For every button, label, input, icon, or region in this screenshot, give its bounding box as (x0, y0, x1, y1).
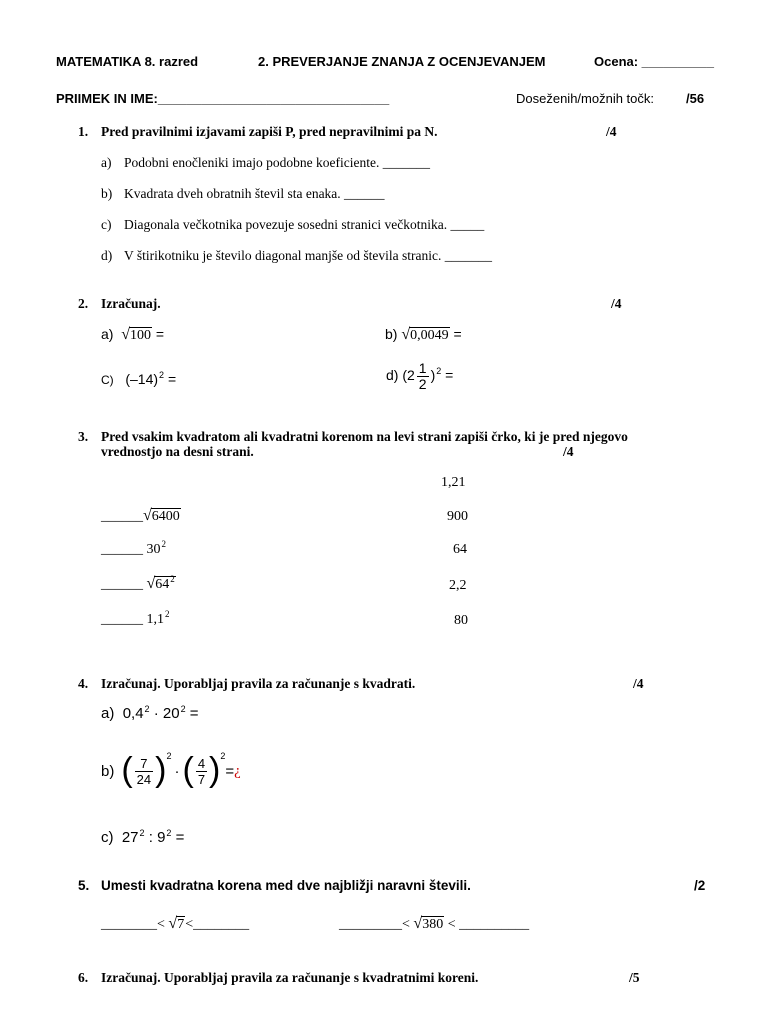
q4-a-base1: 0,4 (122, 705, 144, 722)
q4-c-exp1: 2 (139, 828, 145, 838)
q2-d-fraction (417, 361, 429, 392)
q2-d-close: ) (430, 367, 436, 384)
q2-a-sqrt: √100 (121, 326, 152, 343)
q3-text-line1: Pred vsakim kvadratom ali kvadratni korenom na levi strani zapiši črko, ki je pred njegovo (101, 429, 628, 444)
q4-b-den1: 24 (136, 772, 152, 787)
q4-text: Izračunaj. Uporabljaj pravila za računanje s kvadrati. (101, 676, 416, 691)
q3-row-3-sqrt: $√64^2$ (146, 574, 175, 592)
points-total: /56 (686, 91, 705, 106)
q4-b-dot: · (174, 763, 180, 780)
q3-row-1 (101, 507, 181, 525)
q5-sqrt-7: √7 (168, 915, 185, 932)
q2-c-base: (–14) (125, 371, 159, 387)
q4-c-label: c) (101, 829, 114, 846)
q1-item-a-label: a) (101, 155, 112, 170)
q4-b-fraction2 (196, 756, 207, 787)
q1-item-d-label: d) (101, 248, 113, 263)
q4-c (101, 829, 184, 846)
q4-c-base2: 9 (157, 829, 166, 846)
q1-item-d-text: V štirikotniku je število diagonal manjše od števila stranic. _______ (124, 248, 492, 263)
q4-b-rparen1: ) (155, 751, 167, 789)
q3-row-3 (101, 575, 176, 593)
q3-value-1: 1,21 (441, 475, 466, 490)
q3-row-1-sqrt: √6400 (143, 507, 180, 524)
q4-c-exp2: 2 (166, 828, 172, 838)
q2-b-sqrt: √0,0049 (401, 326, 449, 343)
q4-a-exp1: 2 (144, 704, 150, 714)
q4-b-lparen2: ( (182, 751, 194, 789)
q2-d-num: 1 (418, 360, 427, 376)
q2-b (385, 326, 462, 344)
q4-a (101, 705, 199, 722)
q4-b-exp1: 2 (166, 750, 172, 761)
q1-text: Pred pravilnimi izjavami zapiši P, pred nepravilnimi pa N. (101, 124, 438, 139)
q2-number: 2. (78, 296, 89, 311)
q3-row-1-blank: ______ (101, 509, 143, 524)
q2-d (386, 361, 453, 392)
q5-mid-blank: <________ (185, 917, 250, 932)
q4-b-num1: 7 (135, 756, 153, 772)
q4-b-exp2: 2 (220, 750, 226, 761)
q4-b-eq: = (225, 763, 235, 780)
q1-number: 1. (78, 124, 89, 139)
q2-a (101, 326, 164, 344)
q3-value-4: 2,2 (449, 578, 467, 593)
points-label: Doseženih/možnih točk: (516, 91, 655, 106)
q3-row-4-base: 1,1 (146, 612, 164, 627)
q2-a-eq: = (155, 326, 165, 342)
q1-item-b-label: b) (101, 186, 113, 201)
q1-item-a-text: Podobni enočleniki imajo podobne koeficiente. _______ (124, 155, 430, 170)
q5-sqrt-380: √380 (413, 915, 444, 932)
q2-d-exp: 2 (436, 366, 442, 377)
subject-label: MATEMATIKA 8. razred (56, 54, 199, 69)
q4-b-fraction1 (135, 756, 153, 787)
q5-rad1: 7 (177, 917, 185, 932)
q3-row-3-blank: ______ (101, 577, 143, 592)
q2-d-eq: = (445, 367, 454, 384)
q3-row-2-base: 30 (146, 542, 161, 557)
q2-a-label: a) (101, 326, 114, 342)
q1-points: /4 (606, 124, 617, 139)
q5-right-inequality (339, 915, 529, 933)
q5-left-blank: ________< (101, 917, 165, 932)
q4-a-exp2: 2 (180, 704, 186, 714)
q5-number: 5. (78, 878, 90, 893)
q1-item-c-label: c) (101, 217, 112, 232)
q4-b-label: b) (101, 763, 115, 780)
q4-b-rparen2: ) (209, 751, 221, 789)
q2-points: /4 (611, 296, 622, 311)
q6-number: 6. (78, 970, 89, 985)
q4-a-base2: 20 (162, 705, 180, 722)
q3-row-1-radicand: 6400 (151, 509, 180, 524)
q3-value-5: 80 (454, 613, 468, 628)
q5-points: /2 (694, 878, 706, 893)
q3-row-3-radicand-value: 64 (155, 577, 170, 592)
q4-c-base1: 27 (121, 829, 139, 846)
q4-b-mark: ¿ (234, 763, 241, 779)
q4-c-colon: : (148, 829, 153, 846)
q4-b-lparen1: ( (121, 751, 133, 789)
q3-row-3-radicand (154, 576, 176, 593)
q3-text-line2: vrednostjo na desni strani. (101, 444, 254, 459)
q2-c (101, 371, 176, 387)
q2-a-radicand: 100 (130, 328, 152, 343)
q5-right-blank2: < __________ (447, 917, 530, 932)
q3-row-3-exp: 2 (170, 574, 175, 584)
q3-row-4-blank: ______ (101, 612, 143, 627)
q2-c-eq: = (167, 371, 177, 387)
q3-row-2-exp: 2 (161, 539, 166, 549)
q4-a-label: a) (101, 705, 115, 722)
name-label: PRIIMEK IN IME:________________________________ (56, 91, 390, 106)
q4-a-dot: · (153, 705, 159, 722)
q4-b-num2: 4 (197, 756, 206, 771)
q1-item-b-text: Kvadrata dveh obratnih števil sta enaka. ______ (124, 186, 385, 201)
q3-row-4-exp: 2 (165, 609, 170, 619)
q4-c-eq: = (175, 829, 185, 846)
test-title: 2. PREVERJANJE ZNANJA Z OCENJEVANJEM (258, 54, 546, 69)
q2-text: Izračunaj. (101, 296, 161, 311)
q4-b (101, 752, 241, 791)
q3-row-2-blank: ______ (101, 542, 143, 557)
q5-rad2: 380 (422, 917, 444, 932)
q3-number: 3. (78, 429, 89, 444)
q4-number: 4. (78, 676, 89, 691)
q4-a-eq: = (189, 705, 199, 722)
q6-points: /5 (629, 970, 640, 985)
q3-row-4 (101, 609, 170, 628)
q2-b-radicand: 0,0049 (410, 328, 449, 343)
q2-b-label: b) (385, 326, 398, 342)
q4-points: /4 (633, 676, 644, 691)
q3-value-3: 64 (453, 542, 467, 557)
q3-row-2 (101, 539, 166, 558)
q3-value-2: 900 (447, 509, 468, 524)
q2-d-label: d) (386, 367, 399, 384)
q4-b-den2: 7 (197, 772, 206, 787)
grade-label: Ocena: __________ (594, 54, 714, 69)
q5-left-blank2: _________< (339, 917, 410, 932)
q1-item-c-text: Diagonala večkotnika povezuje sosedni stranici večkotnika. _____ (124, 217, 485, 232)
q2-c-exp: 2 (159, 370, 165, 380)
q5-left-inequality (101, 915, 249, 933)
q2-d-open: (2 (402, 367, 415, 384)
q2-c-label: C) (101, 373, 114, 387)
q5-text: Umesti kvadratna korena med dve najbližji naravni števili. (101, 878, 471, 893)
q3-points: /4 (563, 444, 574, 459)
q2-b-eq: = (453, 326, 462, 342)
q6-text: Izračunaj. Uporabljaj pravila za računanje s kvadratnimi koreni. (101, 970, 479, 985)
q2-d-den: 2 (418, 376, 427, 392)
